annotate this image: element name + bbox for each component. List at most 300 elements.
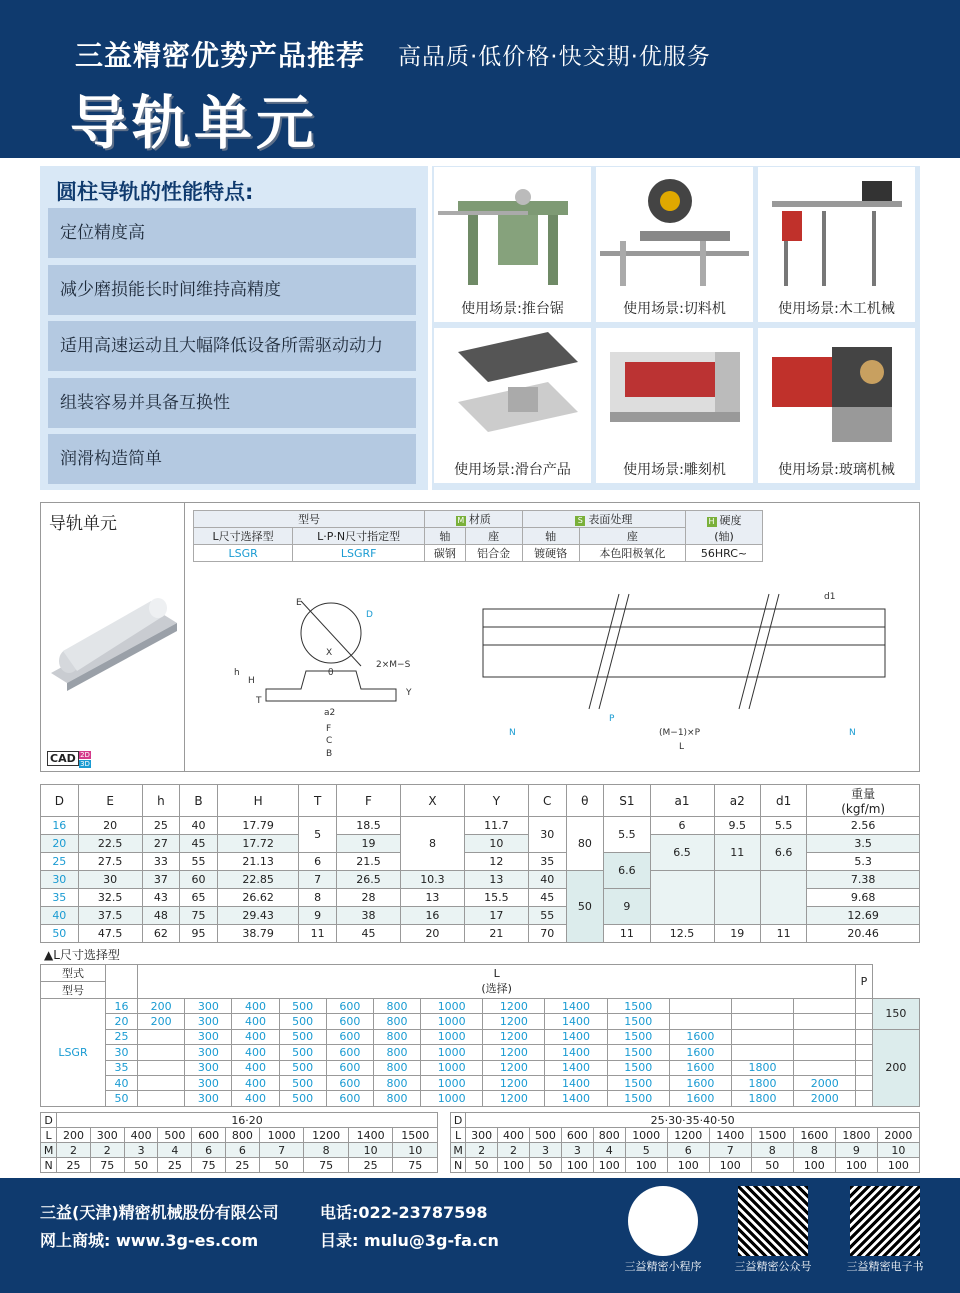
cell: 1600 (669, 1091, 731, 1106)
phone: 电话:022-23787598 (320, 1203, 488, 1222)
cell: 400 (124, 1128, 158, 1143)
lsel-title: ▲L尺寸选择型 (44, 948, 120, 962)
table-row (41, 1045, 920, 1060)
feature-item: 适用高速运动且大幅降低设备所需驱动动力 (48, 321, 416, 371)
pitch-table-25-50 (450, 1112, 920, 1173)
cell: 13 (464, 871, 528, 889)
cell: 25 (41, 853, 79, 871)
cell: 1000 (421, 1014, 483, 1029)
cell: 12.69 (807, 907, 920, 925)
cell: 16·20 (57, 1113, 438, 1128)
cell (714, 871, 760, 925)
table-row (41, 1158, 438, 1173)
cell: 1400 (545, 1045, 607, 1060)
cell: 2.56 (807, 817, 920, 835)
engraving-machine-image (600, 332, 749, 450)
cell: 50 (466, 1158, 498, 1173)
qr-official-account[interactable] (738, 1186, 808, 1256)
cell (138, 1045, 185, 1060)
cell: 16 (41, 817, 79, 835)
cell: 500 (279, 999, 326, 1014)
header-cell: B (180, 785, 218, 817)
cell: 9.68 (807, 889, 920, 907)
cell: 50 (566, 871, 604, 943)
cell: 17.72 (217, 835, 299, 853)
cell: 40 (180, 817, 218, 835)
cell: 100 (498, 1158, 530, 1173)
cell: 1000 (259, 1128, 304, 1143)
glass-machine-image (762, 332, 911, 450)
dim-label: N (849, 728, 856, 738)
scene-card (596, 328, 753, 483)
cell: 4 (158, 1143, 192, 1158)
cell: 2000 (794, 1075, 856, 1090)
cell: 800 (373, 1091, 420, 1106)
cell: 5 (625, 1143, 667, 1158)
cell: 300 (185, 1014, 232, 1029)
cell: 1200 (483, 1045, 545, 1060)
cell (669, 1014, 731, 1029)
cell: 35 (105, 1060, 137, 1075)
cell: 1200 (483, 1060, 545, 1075)
cell: 1800 (731, 1060, 793, 1075)
cell: 600 (326, 1091, 373, 1106)
product-image-panel (41, 503, 185, 771)
cell: 38 (336, 907, 400, 925)
cell: 400 (232, 1029, 279, 1044)
cell: H 硬度 (轴) (686, 511, 763, 545)
cell: 400 (232, 999, 279, 1014)
cell: 1200 (667, 1128, 709, 1143)
cell: 200 (138, 1014, 185, 1029)
cell: 本色阳极氧化 (579, 545, 685, 562)
cell: 27 (142, 835, 180, 853)
dim-label: C (326, 736, 333, 746)
catalog-email[interactable]: 目录: mulu@3g-fa.cn (320, 1231, 499, 1250)
table-row (41, 835, 920, 853)
table-row (41, 1029, 920, 1044)
cell: 75 (180, 907, 218, 925)
qr-miniprogram[interactable] (628, 1186, 698, 1256)
cell (760, 871, 806, 925)
cell: 1600 (793, 1128, 835, 1143)
cell: 1600 (669, 1045, 731, 1060)
cell: 800 (373, 1075, 420, 1090)
cell: 600 (192, 1128, 226, 1143)
cell: 5.5 (604, 817, 650, 853)
cell: 9.5 (714, 817, 760, 835)
cell: 12.5 (650, 925, 714, 943)
cell: 轴 (522, 528, 579, 545)
cell: 37 (142, 871, 180, 889)
header (0, 0, 960, 158)
scene-caption: 使用场景:滑台产品 (454, 462, 571, 478)
cell: 15.5 (464, 889, 528, 907)
cell: 3.5 (807, 835, 920, 853)
cell: 1400 (545, 1029, 607, 1044)
cell: 100 (877, 1158, 919, 1173)
cell: 400 (232, 1060, 279, 1075)
cell: 8 (299, 889, 337, 907)
cell: 300 (185, 1029, 232, 1044)
material-icon: M (457, 516, 465, 525)
cell: 100 (625, 1158, 667, 1173)
cell: 6 (192, 1143, 226, 1158)
cell (794, 999, 856, 1014)
cell: 37.5 (78, 907, 142, 925)
cell: 1400 (348, 1128, 393, 1143)
cell (669, 999, 731, 1014)
pitch-table-16-20 (40, 1112, 438, 1173)
table-row (451, 1158, 920, 1173)
scene-caption: 使用场景:切料机 (623, 301, 726, 317)
header-cell: a2 (714, 785, 760, 817)
cell: 1000 (421, 1060, 483, 1075)
cell: 600 (326, 1075, 373, 1090)
cell: L (451, 1128, 466, 1143)
cell: 11.7 (464, 817, 528, 835)
cell: 75 (304, 1158, 349, 1173)
cell: 9 (299, 907, 337, 925)
cell: 800 (373, 1029, 420, 1044)
cell: 300 (185, 1091, 232, 1106)
footer (0, 1178, 960, 1293)
dim-label: Y (406, 688, 412, 698)
cell: 型号 (194, 511, 425, 528)
cell: 600 (326, 1029, 373, 1044)
cell: 80 (566, 817, 604, 871)
cell: 800 (373, 1060, 420, 1075)
cell: 56HRC~ (686, 545, 763, 562)
cell: 50 (530, 1158, 562, 1173)
cell: 500 (279, 1014, 326, 1029)
cell: 50 (751, 1158, 793, 1173)
material-table (193, 510, 763, 562)
cell: D (41, 1113, 57, 1128)
cell: 10 (464, 835, 528, 853)
cell: LSGR (41, 999, 106, 1107)
cell: 55 (528, 907, 566, 925)
cell: 33 (142, 853, 180, 871)
cell: 40 (41, 907, 79, 925)
cell: 30 (528, 817, 566, 853)
cell: 6 (650, 817, 714, 835)
table-row (41, 999, 920, 1014)
cell: 100 (793, 1158, 835, 1173)
cell: 28 (336, 889, 400, 907)
cell: 1500 (607, 1014, 669, 1029)
cell: 1200 (483, 1029, 545, 1044)
cell: 6 (226, 1143, 260, 1158)
cell: 500 (279, 1091, 326, 1106)
cell: 1500 (607, 1029, 669, 1044)
cell: 8 (400, 817, 464, 871)
cell: 800 (373, 1045, 420, 1060)
cell (794, 1060, 856, 1075)
cell: 75 (192, 1158, 226, 1173)
cell (731, 1045, 793, 1060)
cell: 100 (667, 1158, 709, 1173)
cell: 21.13 (217, 853, 299, 871)
cell (794, 1045, 856, 1060)
l-select-table (40, 964, 920, 1107)
cell: 2 (57, 1143, 91, 1158)
feature-item: 减少磨损能长时间维持高精度 (48, 265, 416, 315)
feature-item: 定位精度高 (48, 208, 416, 258)
cell: D (451, 1113, 466, 1128)
cell: 800 (593, 1128, 625, 1143)
dim-label: d1 (824, 592, 836, 602)
cell: 座 (465, 528, 522, 545)
cell: LSGRF (293, 545, 425, 562)
scene-caption: 使用场景:木工机械 (778, 301, 895, 317)
cell: 21.5 (336, 853, 400, 871)
cell: 45 (180, 835, 218, 853)
cell: 25 (105, 1029, 137, 1044)
cell: 17 (464, 907, 528, 925)
cell: 30 (41, 871, 79, 889)
cell: 200 (57, 1128, 91, 1143)
cell: 300 (185, 1045, 232, 1060)
cell: 40 (105, 1075, 137, 1090)
cell: 800 (373, 1014, 420, 1029)
badge-2d: 2D (80, 751, 90, 759)
cell: 1600 (669, 1060, 731, 1075)
cell: 1400 (709, 1128, 751, 1143)
cell (856, 1045, 872, 1060)
cell (794, 1014, 856, 1029)
cell: 20.46 (807, 925, 920, 943)
header-cell: T (299, 785, 337, 817)
cell: 1500 (607, 999, 669, 1014)
cell: 1500 (751, 1128, 793, 1143)
cell: 20 (41, 835, 79, 853)
cell: 25 (348, 1158, 393, 1173)
woodworking-machine-image (762, 171, 911, 289)
saw-table-image (438, 171, 587, 289)
cell: 1000 (625, 1128, 667, 1143)
cell: 13 (400, 889, 464, 907)
header-cell: X (400, 785, 464, 817)
dim-label: T (256, 696, 262, 706)
side-view-drawing (479, 589, 899, 759)
cell (856, 1014, 872, 1029)
header-cell: S1 (604, 785, 650, 817)
cad-badge[interactable]: CAD (47, 751, 79, 766)
cell (650, 871, 714, 925)
cell: L (41, 1128, 57, 1143)
qr-caption: 三益精密电子书 (846, 1260, 924, 1273)
cell (856, 1029, 872, 1044)
cell: 29.43 (217, 907, 299, 925)
cell: 800 (373, 999, 420, 1014)
dim-label: E (296, 598, 302, 608)
company-name: 三益(天津)精密机械股份有限公司 (40, 1203, 279, 1222)
table-row (41, 925, 920, 943)
cell: 25 (57, 1158, 91, 1173)
cell: 25 (142, 817, 180, 835)
dim-label: a2 (324, 708, 336, 718)
cell: 10 (348, 1143, 393, 1158)
cell: 3 (530, 1143, 562, 1158)
cell: 26.5 (336, 871, 400, 889)
cell: L (选择) (138, 965, 856, 999)
cell: M 材质 (425, 511, 522, 528)
cell: 1200 (483, 1091, 545, 1106)
table-row (41, 1143, 438, 1158)
cell: 500 (279, 1045, 326, 1060)
cell: 10.3 (400, 871, 464, 889)
cell: 300 (185, 1075, 232, 1090)
cell: 300 (466, 1128, 498, 1143)
cell: 100 (593, 1158, 625, 1173)
cell: 1400 (545, 1091, 607, 1106)
cell: 500 (530, 1128, 562, 1143)
cell: 200 (138, 999, 185, 1014)
cell: 70 (528, 925, 566, 943)
cell: 38.79 (217, 925, 299, 943)
shop-link[interactable]: 网上商城: www.3g-es.com (40, 1231, 259, 1250)
dim-label: (M−1)×P (659, 728, 701, 738)
cell: 碳钢 (425, 545, 465, 562)
cell: 400 (498, 1128, 530, 1143)
cell: N (41, 1158, 57, 1173)
cell (138, 1029, 185, 1044)
cell: 2 (90, 1143, 124, 1158)
cell: 12 (464, 853, 528, 871)
cell: 型式 (41, 965, 106, 982)
cell: 400 (232, 1075, 279, 1090)
brand-title: 三益精密优势产品推荐 (75, 39, 366, 72)
cell: 19 (714, 925, 760, 943)
cell: 600 (561, 1128, 593, 1143)
table-row (41, 871, 920, 889)
guide-rail-image (41, 593, 185, 733)
cell: 7 (709, 1143, 751, 1158)
header-cell: θ (566, 785, 604, 817)
cell (856, 1060, 872, 1075)
cell: 500 (158, 1128, 192, 1143)
cell: 2 (498, 1143, 530, 1158)
cell: 1500 (607, 1045, 669, 1060)
cell: 1200 (483, 1014, 545, 1029)
cell: 轴 (425, 528, 465, 545)
qr-ebook[interactable] (850, 1186, 920, 1256)
feature-item: 润滑构造简单 (48, 434, 416, 484)
cell (856, 1091, 872, 1106)
scene-card (434, 167, 591, 322)
cell: 100 (709, 1158, 751, 1173)
cell: 65 (180, 889, 218, 907)
hardness-icon: H (708, 516, 715, 526)
cell: 7 (259, 1143, 304, 1158)
dim-label: B (326, 749, 333, 759)
cell (731, 1014, 793, 1029)
table-row (41, 1060, 920, 1075)
qr-caption: 三益精密小程序 (624, 1260, 702, 1273)
table-row (41, 817, 920, 835)
cell: 11 (714, 835, 760, 871)
header-cell: D (41, 785, 79, 817)
scene-card (434, 328, 591, 483)
cell: L尺寸选择型 (194, 528, 293, 545)
cell: 1400 (545, 1014, 607, 1029)
cell: 32.5 (78, 889, 142, 907)
cell (731, 1029, 793, 1044)
page-title: 导轨单元 (70, 89, 319, 157)
scene-card (596, 167, 753, 322)
scene-card (758, 167, 915, 322)
cell: 5 (299, 817, 337, 853)
cell: 500 (279, 1075, 326, 1090)
cell: M (41, 1143, 57, 1158)
cell: 35 (41, 889, 79, 907)
cell: 45 (336, 925, 400, 943)
product-section (40, 502, 920, 772)
cell: 5.5 (760, 817, 806, 835)
cell: 8 (751, 1143, 793, 1158)
cell: 1000 (421, 1029, 483, 1044)
table-row (41, 1014, 920, 1029)
cell: S 表面处理 (522, 511, 685, 528)
cell: 300 (90, 1128, 124, 1143)
header-cell: E (78, 785, 142, 817)
cell: 6 (299, 853, 337, 871)
cell: 11 (760, 925, 806, 943)
header-cell: H (217, 785, 299, 817)
cell: 60 (180, 871, 218, 889)
table-row (451, 1113, 920, 1128)
table-row (41, 1113, 438, 1128)
cell: 10 (877, 1143, 919, 1158)
cell: 100 (561, 1158, 593, 1173)
cell: 50 (41, 925, 79, 943)
cell: 19 (336, 835, 400, 853)
cell: 18.5 (336, 817, 400, 835)
dim-label: D (366, 610, 373, 620)
cell: 25 (226, 1158, 260, 1173)
cell: 6.6 (604, 853, 650, 889)
cell: 30 (78, 871, 142, 889)
cell: 400 (232, 1091, 279, 1106)
cell: 型号 (41, 982, 106, 999)
cell: 40 (528, 871, 566, 889)
cell: 600 (326, 1045, 373, 1060)
cell (105, 965, 137, 999)
scenes-panel (432, 166, 920, 490)
cell: 26.62 (217, 889, 299, 907)
cell: 2000 (794, 1091, 856, 1106)
cell: 17.79 (217, 817, 299, 835)
cell: 1200 (304, 1128, 349, 1143)
cell: 22.85 (217, 871, 299, 889)
cell: 75 (393, 1158, 438, 1173)
table-row (41, 1075, 920, 1090)
cell: 1200 (483, 1075, 545, 1090)
surface-icon: S (575, 516, 585, 526)
cell: 35 (528, 853, 566, 871)
cell: 21 (464, 925, 528, 943)
cell: 300 (185, 999, 232, 1014)
cell: 22.5 (78, 835, 142, 853)
dim-label: P (609, 714, 615, 724)
cell: P (856, 965, 872, 999)
scene-caption: 使用场景:玻璃机械 (778, 462, 895, 478)
cell: 300 (185, 1060, 232, 1075)
slide-stage-image (438, 332, 587, 450)
cell: 座 (579, 528, 685, 545)
dim-label: θ (328, 668, 334, 678)
